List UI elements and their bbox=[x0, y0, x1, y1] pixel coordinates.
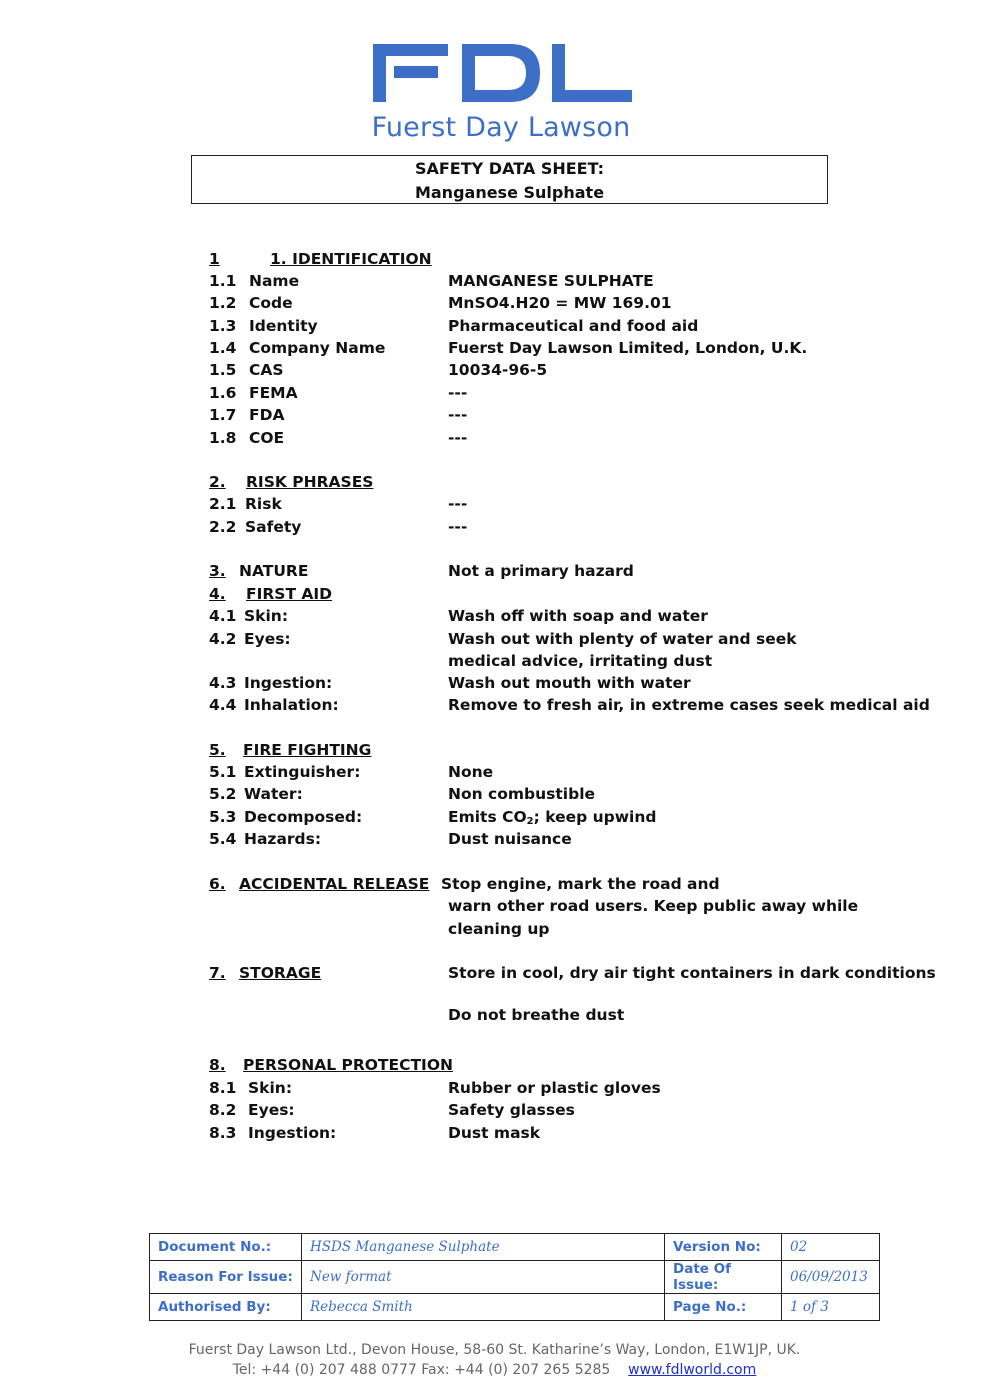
contact-line bbox=[0, 1360, 989, 1380]
item-8-3: 8.3 Ingestion: bbox=[209, 1124, 337, 1142]
document-title bbox=[191, 155, 828, 204]
item-1-3-value: Pharmaceutical and food aid bbox=[448, 317, 699, 335]
item-1-2-value: MnSO4.H20 = MW 169.01 bbox=[448, 294, 672, 312]
item-4-2: 4.2 Eyes: bbox=[209, 630, 291, 648]
item-1-7-value: --- bbox=[448, 406, 468, 424]
section-3-heading: 3. NATURE bbox=[209, 562, 309, 580]
section-6-line-2: warn other road users. Keep public away while bbox=[448, 897, 859, 915]
logo-company-name: Fuerst Day Lawson bbox=[371, 112, 631, 143]
item-2-2: 2.2 Safety bbox=[209, 518, 302, 536]
item-4-3-value: Wash out mouth with water bbox=[448, 674, 691, 692]
item-5-2: 5.2 Water: bbox=[209, 785, 303, 803]
section-7-line-1: Store in cool, dry air tight containers in dark conditions bbox=[448, 964, 936, 982]
item-1-6: 1.6 FEMA bbox=[209, 384, 298, 402]
auth-value: Rebecca Smith bbox=[302, 1294, 665, 1321]
item-5-1: 5.1 Extinguisher: bbox=[209, 763, 361, 781]
version-value: 02 bbox=[782, 1234, 880, 1261]
item-5-4: 5.4 Hazards: bbox=[209, 830, 322, 848]
item-1-7: 1.7 FDA bbox=[209, 406, 285, 424]
item-2-2-value: --- bbox=[448, 518, 468, 536]
item-5-2-value: Non combustible bbox=[448, 785, 596, 803]
section-2-heading: 2. RISK PHRASES bbox=[209, 473, 374, 491]
section-4-heading: 4. FIRST AID bbox=[209, 585, 333, 603]
doc-no-value: HSDS Manganese Sulphate bbox=[302, 1234, 665, 1261]
item-2-1: 2.1 Risk bbox=[209, 495, 282, 513]
title-line-1: SAFETY DATA SHEET: bbox=[414, 159, 605, 178]
document-control-table bbox=[149, 1233, 880, 1321]
item-5-3-value: Emits $CO_2$; keep upwind bbox=[448, 808, 657, 827]
section-1-number: 1 bbox=[209, 250, 220, 268]
item-1-3: 1.3 Identity bbox=[209, 317, 318, 335]
company-logo bbox=[370, 40, 640, 150]
item-4-1-value: Wash off with soap and water bbox=[448, 607, 708, 625]
item-4-4: 4.4 Inhalation: bbox=[209, 696, 339, 714]
date-value: 06/09/2013 bbox=[782, 1261, 880, 1294]
item-8-2: 8.2 Eyes: bbox=[209, 1101, 295, 1119]
item-1-2: 1.2 Code bbox=[209, 294, 293, 312]
section-7-line-2: Do not breathe dust bbox=[448, 1006, 625, 1024]
item-8-1-value: Rubber or plastic gloves bbox=[448, 1079, 661, 1097]
page-value: 1 of 3 bbox=[782, 1294, 880, 1321]
reason-value: New format bbox=[302, 1261, 665, 1294]
item-1-6-value: --- bbox=[448, 384, 468, 402]
section-6-heading: 6. ACCIDENTAL RELEASE bbox=[209, 875, 430, 893]
section-6-line-3: cleaning up bbox=[448, 920, 550, 938]
item-4-3: 4.3 Ingestion: bbox=[209, 674, 333, 692]
item-4-2-value-cont: medical advice, irritating dust bbox=[448, 652, 713, 670]
section-5-heading: 5. FIRE FIGHTING bbox=[209, 741, 372, 759]
item-8-1: 8.1 Skin: bbox=[209, 1079, 293, 1097]
item-2-1-value: --- bbox=[448, 495, 468, 513]
item-4-4-value: Remove to fresh air, in extreme cases seek medical aid bbox=[448, 696, 930, 714]
item-5-3: 5.3 Decomposed: bbox=[209, 808, 363, 826]
section-1-heading bbox=[209, 249, 432, 269]
doc-no-label: Document No.: bbox=[150, 1234, 302, 1261]
company-address: Fuerst Day Lawson Ltd., Devon House, 58-60 St. Katharine’s Way, London, E1W1JP, UK. bbox=[188, 1342, 801, 1358]
item-1-8: 1.8 COE bbox=[209, 429, 285, 447]
item-1-1: 1.1 Name bbox=[209, 272, 300, 290]
table-row bbox=[150, 1294, 880, 1321]
page-label: Page No.: bbox=[665, 1294, 782, 1321]
item-5-1-value: None bbox=[448, 763, 494, 781]
auth-label: Authorised By: bbox=[150, 1294, 302, 1321]
item-1-5: 1.5 CAS bbox=[209, 361, 284, 379]
title-line-2: Manganese Sulphate bbox=[414, 183, 605, 202]
section-3-value: Not a primary hazard bbox=[448, 562, 634, 580]
section-7-heading: 7. STORAGE bbox=[209, 964, 322, 982]
section-1-title: 1. IDENTIFICATION bbox=[270, 250, 432, 268]
item-4-1: 4.1 Skin: bbox=[209, 607, 289, 625]
item-1-1-value: MANGANESE SULPHATE bbox=[448, 272, 654, 290]
date-label: Date Of Issue: bbox=[665, 1261, 782, 1294]
website-link[interactable]: www.fdlworld.com bbox=[628, 1362, 757, 1378]
table-row bbox=[150, 1261, 880, 1294]
item-1-4-value: Fuerst Day Lawson Limited, London, U.K. bbox=[448, 339, 808, 357]
item-4-2-value: Wash out with plenty of water and seek bbox=[448, 630, 797, 648]
fdl-logo-mark bbox=[370, 40, 640, 110]
item-1-8-value: --- bbox=[448, 429, 468, 447]
item-8-2-value: Safety glasses bbox=[448, 1101, 575, 1119]
reason-label: Reason For Issue: bbox=[150, 1261, 302, 1294]
item-1-5-value: 10034-96-5 bbox=[448, 361, 548, 379]
item-1-4: 1.4 Company Name bbox=[209, 339, 386, 357]
version-label: Version No: bbox=[665, 1234, 782, 1261]
table-row bbox=[150, 1234, 880, 1261]
section-8-heading: 8. PERSONAL PROTECTION bbox=[209, 1056, 453, 1074]
item-5-4-value: Dust nuisance bbox=[448, 830, 572, 848]
section-6-line-1: Stop engine, mark the road and bbox=[441, 875, 720, 893]
item-8-3-value: Dust mask bbox=[448, 1124, 541, 1142]
phone-fax: Tel: +44 (0) 207 488 0777 Fax: +44 (0) 207 265 5285 bbox=[232, 1362, 611, 1378]
